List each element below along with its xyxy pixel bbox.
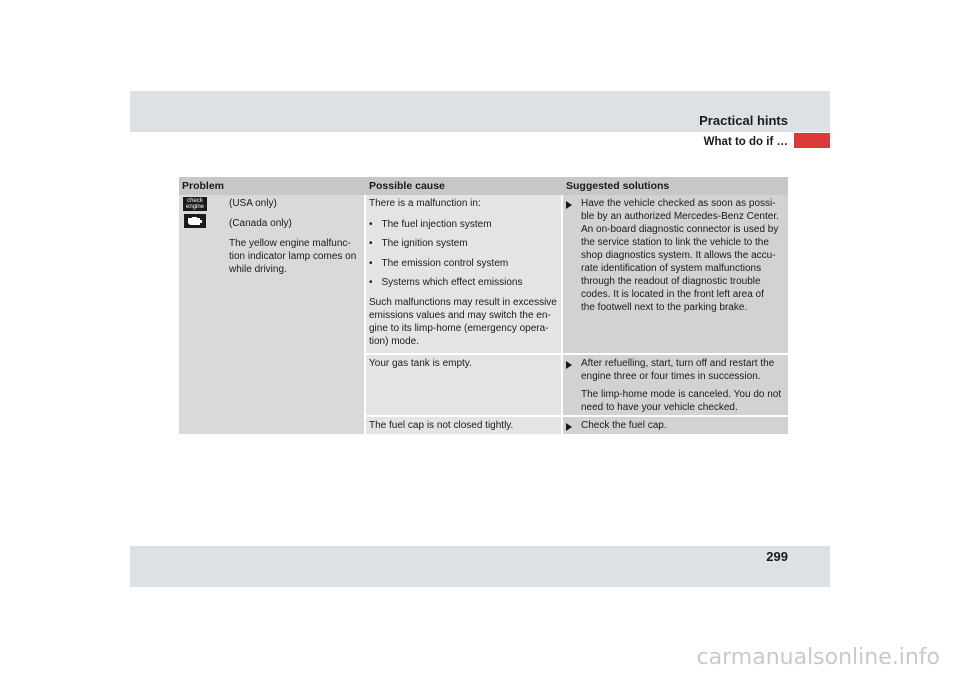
engine-icon	[184, 214, 206, 228]
solution-line: codes. It is located in the front left area of	[581, 289, 764, 300]
cause-tail-line: Such malfunctions may result in excessive	[369, 297, 557, 308]
solution-line: ble by an authorized Mercedes-Benz Center.	[581, 211, 779, 222]
column-header-cause: Possible cause	[369, 180, 445, 192]
problem-desc-line: tion indicator lamp comes on	[229, 251, 357, 262]
troubleshooting-table	[179, 177, 788, 434]
footer-band	[130, 546, 830, 587]
section-tab-marker	[794, 133, 830, 148]
watermark-text: carmanualsonline.info	[696, 645, 940, 670]
solution-note-line: The limp-home mode is canceled. You do not	[581, 389, 782, 400]
page-title: Practical hints	[699, 113, 788, 128]
action-arrow-icon	[566, 201, 572, 209]
solution-line: through the readout of diagnostic trouble	[581, 276, 761, 287]
page-subtitle: What to do if …	[703, 136, 788, 148]
cause-bullet: • Systems which effect emissions	[369, 277, 523, 288]
cause-bullet: • The fuel injection system	[369, 219, 492, 230]
problem-usa-label: (USA only)	[229, 198, 277, 209]
cause-cell-empty-tank	[366, 355, 561, 415]
cause-intro: There is a malfunction in:	[369, 198, 481, 209]
solution-note-line: need to have your vehicle checked.	[581, 402, 738, 413]
solution-line: Check the fuel cap.	[581, 420, 667, 431]
cause-cell-malfunction	[366, 195, 561, 353]
solution-line: An on-board diagnostic connector is used by	[581, 224, 779, 235]
problem-canada-label: (Canada only)	[229, 218, 292, 229]
solution-cell-empty-tank	[563, 355, 788, 415]
problem-desc-line: The yellow engine malfunc-	[229, 238, 351, 249]
cause-cell-fuel-cap	[366, 417, 561, 434]
cause-text: The fuel cap is not closed tightly.	[369, 420, 514, 431]
column-header-solution: Suggested solutions	[566, 180, 670, 192]
solution-line: rate identification of system malfunctions	[581, 263, 762, 274]
cause-bullet: • The ignition system	[369, 238, 468, 249]
check-engine-icon: check engine	[183, 197, 207, 211]
solution-line: Have the vehicle checked as soon as possi-	[581, 198, 776, 209]
column-header-problem: Problem	[182, 180, 225, 192]
cause-bullet: • The emission control system	[369, 258, 509, 269]
problem-desc-line: while driving.	[229, 264, 287, 275]
solution-cell-malfunction	[563, 195, 788, 353]
solution-line: the footwell next to the parking brake.	[581, 302, 748, 313]
action-arrow-icon	[566, 361, 572, 369]
solution-line: After refuelling, start, turn off and restart the	[581, 358, 775, 369]
solution-line: engine three or four times in succession.	[581, 371, 761, 382]
cause-tail-line: emissions values and may switch the en-	[369, 310, 551, 321]
solution-line: the service station to link the vehicle to the	[581, 237, 769, 248]
problem-cell	[179, 195, 364, 434]
cause-text: Your gas tank is empty.	[369, 358, 472, 369]
action-arrow-icon	[566, 423, 572, 431]
solution-line: shop diagnostics system. It allows the accu-	[581, 250, 776, 261]
table-header	[179, 177, 788, 195]
page-number: 299	[766, 549, 788, 564]
solution-cell-fuel-cap	[563, 417, 788, 434]
cause-tail-line: gine to its limp-home (emergency opera-	[369, 323, 549, 334]
cause-tail-line: tion) mode.	[369, 336, 420, 347]
